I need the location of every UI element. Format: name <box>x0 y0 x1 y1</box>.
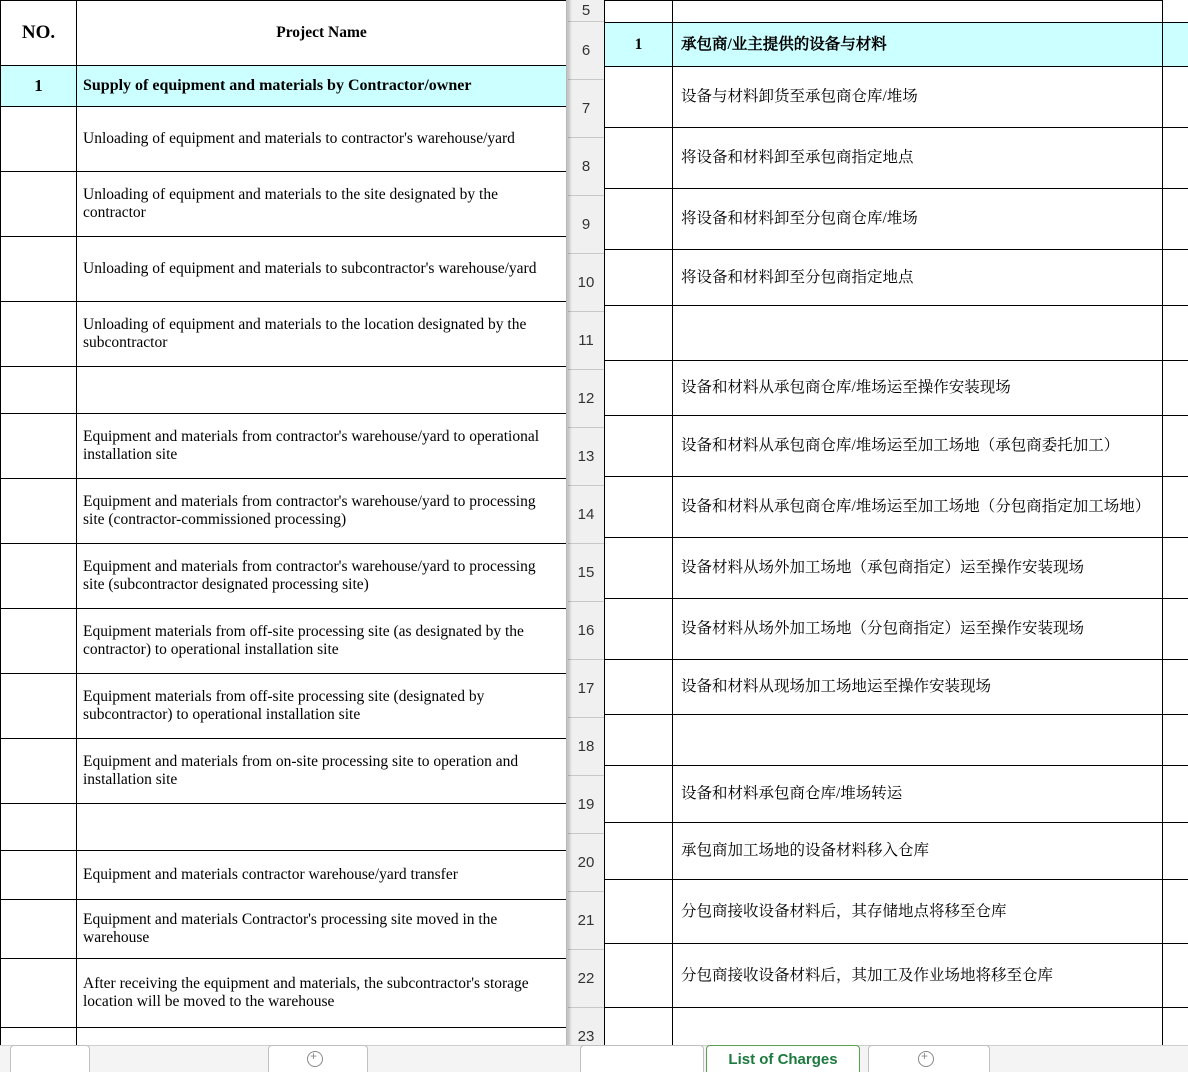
cell-cn-text[interactable]: 承包商/业主提供的设备与材料 <box>673 23 1163 67</box>
row-header-cell[interactable]: 23 <box>568 1008 604 1066</box>
table-row[interactable] <box>1 367 567 414</box>
cell-cn-tail <box>1163 660 1188 715</box>
cell-no[interactable] <box>1 739 77 804</box>
cell-cn-no[interactable] <box>605 823 673 880</box>
cell-no[interactable] <box>1 900 77 959</box>
cell-no[interactable] <box>1 609 77 674</box>
spreadsheet-row[interactable] <box>605 189 1188 250</box>
row-header-cell[interactable]: 6 <box>568 22 604 80</box>
cell-cn-text[interactable]: 设备与材料卸货至承包商仓库/堆场 <box>673 67 1163 128</box>
row-header-cell[interactable]: 12 <box>568 370 604 428</box>
cell-cn-no[interactable] <box>605 250 673 306</box>
cell-cn-no[interactable] <box>605 715 673 766</box>
cell-cn-text[interactable]: 将设备和材料卸至承包商指定地点 <box>673 128 1163 189</box>
table-row[interactable] <box>1 900 567 959</box>
english-table-body <box>1 66 567 1072</box>
cell-cn-text[interactable] <box>673 1 1163 23</box>
spreadsheet-row[interactable] <box>605 766 1188 823</box>
row-header-cell[interactable]: 10 <box>568 254 604 312</box>
cell-cn-text[interactable]: 分包商接收设备材料后，其加工及作业场地将移至仓库 <box>673 944 1163 1008</box>
cell-cn-no[interactable] <box>605 766 673 823</box>
cell-cn-text[interactable]: 设备材料从场外加工场地（承包商指定）运至操作安装现场 <box>673 538 1163 599</box>
cell-no[interactable] <box>1 237 77 302</box>
table-row[interactable] <box>1 674 567 739</box>
table-row[interactable] <box>1 609 567 674</box>
cell-no[interactable] <box>1 851 77 900</box>
row-header-cell[interactable]: 20 <box>568 834 604 892</box>
table-row[interactable] <box>1 66 567 107</box>
cell-project-name[interactable]: Equipment and materials Contractor's processing site moved in the warehouse <box>77 900 567 959</box>
chinese-spreadsheet-pane[interactable] <box>568 0 1188 1072</box>
table-row[interactable] <box>1 172 567 237</box>
spreadsheet-row[interactable] <box>605 306 1188 361</box>
spreadsheet-row[interactable] <box>605 67 1188 128</box>
cell-no[interactable] <box>1 172 77 237</box>
sheet-tab-1[interactable] <box>10 1045 90 1072</box>
cell-cn-text[interactable]: 将设备和材料卸至分包商仓库/堆场 <box>673 189 1163 250</box>
sheet-tab-active-label: List of Charges <box>728 1050 838 1068</box>
column-header-project-name: Project Name <box>77 1 567 66</box>
row-header-cell[interactable]: 21 <box>568 892 604 950</box>
spreadsheet-row[interactable] <box>605 128 1188 189</box>
row-header-cell[interactable]: 18 <box>568 718 604 776</box>
cell-cn-tail <box>1163 67 1188 128</box>
cell-cn-tail <box>1163 599 1188 660</box>
row-header-column[interactable] <box>568 0 605 1072</box>
cell-no[interactable] <box>1 367 77 414</box>
spreadsheet-row[interactable] <box>605 416 1188 477</box>
table-row[interactable] <box>1 414 567 479</box>
cell-project-name[interactable]: Unloading of equipment and materials to subcontractor's warehouse/yard <box>77 237 567 302</box>
table-row[interactable] <box>1 479 567 544</box>
table-row[interactable] <box>1 237 567 302</box>
cell-cn-text[interactable]: 设备和材料从承包商仓库/堆场运至加工场地（分包商指定加工场地） <box>673 477 1163 538</box>
spreadsheet-row[interactable] <box>605 23 1188 67</box>
cell-cn-tail <box>1163 823 1188 880</box>
cell-project-name[interactable]: Equipment and materials from contractor's warehouse/yard to operational installation site <box>77 414 567 479</box>
cell-no[interactable] <box>1 479 77 544</box>
cell-project-name[interactable]: Supply of equipment and materials by Contractor/owner <box>77 66 567 107</box>
table-row[interactable] <box>1 739 567 804</box>
cell-cn-tail <box>1163 416 1188 477</box>
spreadsheet-row[interactable] <box>605 599 1188 660</box>
row-header-cell[interactable]: 7 <box>568 80 604 138</box>
cell-no[interactable]: 1 <box>1 66 77 107</box>
cell-cn-text[interactable]: 设备和材料承包商仓库/堆场转运 <box>673 766 1163 823</box>
cell-no[interactable] <box>1 414 77 479</box>
table-header-row <box>1 1 567 66</box>
cell-project-name[interactable]: After receiving the equipment and materials, the subcontractor's storage location will be moved to the warehouse <box>77 959 567 1028</box>
row-header-cell[interactable]: 13 <box>568 428 604 486</box>
row-header-cell[interactable]: 19 <box>568 776 604 834</box>
add-sheet-icon-2[interactable] <box>918 1051 934 1067</box>
cell-cn-tail <box>1163 189 1188 250</box>
cell-cn-text[interactable] <box>673 1008 1163 1048</box>
table-row[interactable] <box>1 544 567 609</box>
row-header-cell[interactable]: 22 <box>568 950 604 1008</box>
cell-cn-tail <box>1163 880 1188 944</box>
spreadsheet-row[interactable] <box>605 250 1188 306</box>
spreadsheet-row[interactable] <box>605 880 1188 944</box>
sheet-tab-3[interactable] <box>580 1045 704 1072</box>
cell-cn-tail <box>1163 250 1188 306</box>
row-header-cell[interactable]: 5 <box>568 0 604 22</box>
cell-project-name[interactable]: Equipment and materials from contractor's warehouse/yard to processing site (subcontractor designated processing site) <box>77 544 567 609</box>
spreadsheet-row[interactable] <box>605 1 1188 23</box>
spreadsheet-row[interactable] <box>605 715 1188 766</box>
spreadsheet-row[interactable] <box>605 1008 1188 1048</box>
cell-cn-tail <box>1163 361 1188 416</box>
cell-project-name[interactable]: Equipment and materials from on-site processing site to operation and installation site <box>77 739 567 804</box>
row-header-cell[interactable]: 9 <box>568 196 604 254</box>
chinese-grid[interactable] <box>604 0 1188 1048</box>
cell-cn-tail <box>1163 1008 1188 1048</box>
sheet-tab-4[interactable] <box>868 1045 990 1072</box>
cell-cn-text[interactable]: 设备和材料从承包商仓库/堆场运至加工场地（承包商委托加工） <box>673 416 1163 477</box>
chinese-table-body <box>605 1 1188 1048</box>
cell-cn-no[interactable] <box>605 880 673 944</box>
cell-cn-no[interactable]: 1 <box>605 23 673 67</box>
sheet-tab-2[interactable] <box>268 1045 368 1072</box>
add-sheet-icon[interactable] <box>307 1051 323 1067</box>
cell-cn-text[interactable]: 设备材料从场外加工场地（分包商指定）运至操作安装现场 <box>673 599 1163 660</box>
spreadsheet-row[interactable] <box>605 660 1188 715</box>
cell-cn-tail <box>1163 944 1188 1008</box>
cell-project-name[interactable]: Equipment and materials from contractor's warehouse/yard to processing site (contractor-commissioned processing) <box>77 479 567 544</box>
cell-no[interactable] <box>1 544 77 609</box>
spreadsheet-row[interactable] <box>605 823 1188 880</box>
cell-cn-tail <box>1163 128 1188 189</box>
column-header-no: NO. <box>1 1 77 66</box>
row-header-cell[interactable]: 14 <box>568 486 604 544</box>
cell-cn-tail <box>1163 715 1188 766</box>
cell-cn-tail <box>1163 477 1188 538</box>
chinese-table <box>604 0 1188 1048</box>
table-row[interactable] <box>1 851 567 900</box>
row-header-cell[interactable]: 8 <box>568 138 604 196</box>
cell-cn-tail <box>1163 1 1188 23</box>
cell-cn-text[interactable]: 承包商加工场地的设备材料移入仓库 <box>673 823 1163 880</box>
cell-no[interactable] <box>1 674 77 739</box>
cell-cn-no[interactable] <box>605 306 673 361</box>
table-row[interactable] <box>1 107 567 172</box>
cell-cn-no[interactable] <box>605 1 673 23</box>
cell-project-name[interactable]: Unloading of equipment and materials to contractor's warehouse/yard <box>77 107 567 172</box>
cell-cn-text[interactable] <box>673 306 1163 361</box>
sheet-tab-bar[interactable] <box>0 1045 1188 1072</box>
cell-cn-no[interactable] <box>605 128 673 189</box>
cell-no[interactable] <box>1 302 77 367</box>
cell-cn-text[interactable]: 分包商接收设备材料后，其存储地点将移至仓库 <box>673 880 1163 944</box>
cell-cn-no[interactable] <box>605 67 673 128</box>
cell-no[interactable] <box>1 959 77 1028</box>
table-row[interactable] <box>1 302 567 367</box>
cell-cn-no[interactable] <box>605 1008 673 1048</box>
cell-cn-text[interactable]: 设备和材料从承包商仓库/堆场运至操作安装现场 <box>673 361 1163 416</box>
cell-cn-tail <box>1163 306 1188 361</box>
cell-cn-text[interactable]: 设备和材料从现场加工场地运至操作安装现场 <box>673 660 1163 715</box>
spreadsheet-row[interactable] <box>605 944 1188 1008</box>
cell-project-name[interactable]: Equipment materials from off-site processing site (designated by subcontractor) to operational installation site <box>77 674 567 739</box>
cell-cn-no[interactable] <box>605 477 673 538</box>
spreadsheet-row[interactable] <box>605 477 1188 538</box>
cell-cn-no[interactable] <box>605 944 673 1008</box>
spreadsheet-row[interactable] <box>605 361 1188 416</box>
row-header-cell[interactable]: 16 <box>568 602 604 660</box>
cell-cn-text[interactable]: 将设备和材料卸至分包商指定地点 <box>673 250 1163 306</box>
cell-cn-no[interactable] <box>605 599 673 660</box>
cell-project-name[interactable]: Equipment and materials contractor warehouse/yard transfer <box>77 851 567 900</box>
sheet-tab-list-of-charges[interactable] <box>706 1045 860 1072</box>
cell-project-name[interactable]: Equipment materials from off-site processing site (as designated by the contractor) to operational installation site <box>77 609 567 674</box>
cell-cn-text[interactable] <box>673 715 1163 766</box>
cell-cn-tail <box>1163 23 1188 67</box>
row-header-cell[interactable]: 15 <box>568 544 604 602</box>
cell-cn-tail <box>1163 538 1188 599</box>
cell-project-name[interactable] <box>77 804 567 851</box>
cell-project-name[interactable]: Unloading of equipment and materials to the location designated by the subcontractor <box>77 302 567 367</box>
spreadsheet-row[interactable] <box>605 538 1188 599</box>
english-project-table <box>0 0 566 1072</box>
cell-cn-no[interactable] <box>605 538 673 599</box>
cell-no[interactable] <box>1 107 77 172</box>
cell-cn-no[interactable] <box>605 416 673 477</box>
row-header-cell[interactable]: 17 <box>568 660 604 718</box>
cell-project-name[interactable] <box>77 367 567 414</box>
cell-cn-tail <box>1163 766 1188 823</box>
table-row[interactable] <box>1 959 567 1028</box>
cell-no[interactable] <box>1 804 77 851</box>
english-document-pane[interactable] <box>0 0 566 1072</box>
cell-cn-no[interactable] <box>605 660 673 715</box>
cell-cn-no[interactable] <box>605 189 673 250</box>
cell-project-name[interactable]: Unloading of equipment and materials to the site designated by the contractor <box>77 172 567 237</box>
table-row[interactable] <box>1 804 567 851</box>
cell-cn-no[interactable] <box>605 361 673 416</box>
row-header-cell[interactable]: 11 <box>568 312 604 370</box>
